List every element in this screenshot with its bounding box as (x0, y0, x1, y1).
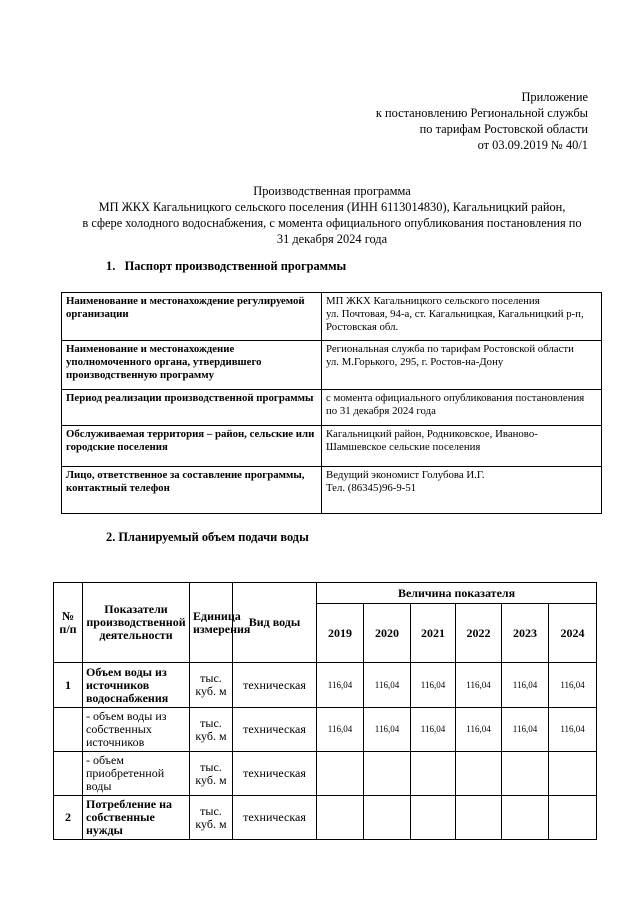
passport-value-line: Региональная служба по тарифам Ростовской области (326, 343, 574, 355)
row-value (456, 752, 502, 796)
row-value: 116,04 (317, 663, 364, 708)
row-value (456, 796, 502, 840)
document-heading (62, 183, 602, 247)
section1-label: Паспорт производственной программы (124, 259, 347, 273)
header-water-type: Вид воды (233, 583, 317, 663)
section1-title (106, 258, 346, 274)
table-header-row (54, 583, 597, 604)
appendix-date-line: от 03.09.2019 № 40/1 (477, 138, 588, 152)
header-value: Величина показателя (317, 583, 597, 604)
year-header: 2019 (317, 604, 364, 663)
row-value: 116,04 (502, 663, 549, 708)
passport-label: Наименование и местонахождение регулируемой организации (62, 293, 322, 341)
row-value (502, 796, 549, 840)
passport-value-line: ул. М.Горького, 295, г. Ростов-на-Дону (326, 356, 504, 368)
row-value: 116,04 (456, 663, 502, 708)
passport-label: Период реализации производственной программы (62, 390, 322, 426)
row-indicator: Объем воды из источников водоснабжения (83, 663, 190, 708)
heading-organization: МП ЖКХ Кагальницкого сельского поселения (ИНН 6113014830), Кагальницкий район, (98, 200, 566, 214)
row-value: 116,04 (317, 708, 364, 752)
row-indicator: Потребление на собственные нужды (83, 796, 190, 840)
passport-value (322, 426, 602, 467)
row-water-type: техническая (233, 796, 317, 840)
row-value: 116,04 (549, 663, 597, 708)
section1-number: 1. (106, 259, 116, 273)
year-header: 2022 (456, 604, 502, 663)
row-water-type: техническая (233, 663, 317, 708)
passport-row (62, 293, 602, 341)
appendix-line: Приложение (521, 90, 588, 104)
row-water-type: техническая (233, 752, 317, 796)
year-header: 2021 (411, 604, 456, 663)
header-unit: Единица измерения (190, 583, 233, 663)
passport-row (62, 467, 602, 514)
passport-label: Обслуживаемая территория – район, сельские или городские поселения (62, 426, 322, 467)
row-num: 2 (54, 796, 83, 840)
row-value: 116,04 (364, 708, 411, 752)
appendix-line: к постановлению Региональной службы (375, 106, 588, 120)
row-num (54, 752, 83, 796)
passport-value (322, 390, 602, 426)
passport-value-line: ул. Почтовая, 94-а, ст. Кагальницкая, Кагальницкий р-п, Ростовская обл. (326, 308, 584, 333)
row-value: 116,04 (411, 708, 456, 752)
row-unit: тыс. куб. м (190, 796, 233, 840)
row-num: 1 (54, 663, 83, 708)
row-unit: тыс. куб. м (190, 752, 233, 796)
row-value (502, 752, 549, 796)
row-water-type: техническая (233, 708, 317, 752)
row-value (317, 796, 364, 840)
row-unit: тыс. куб. м (190, 663, 233, 708)
passport-label: Лицо, ответственное за составление программы, контактный телефон (62, 467, 322, 514)
table-row (54, 708, 597, 752)
passport-value (322, 467, 602, 514)
row-value (364, 752, 411, 796)
table-row (54, 796, 597, 840)
passport-row (62, 341, 602, 390)
appendix-line: по тарифам Ростовской области (419, 122, 588, 136)
passport-table (61, 292, 602, 514)
section2-title: 2. Планируемый объем подачи воды (106, 530, 309, 544)
passport-value (322, 341, 602, 390)
passport-value-line: Ведущий экономист Голубова И.Г. (326, 469, 485, 481)
row-unit: тыс. куб. м (190, 708, 233, 752)
header-num: № п/п (54, 583, 83, 663)
row-value (411, 796, 456, 840)
appendix-block (288, 89, 588, 153)
row-value (411, 752, 456, 796)
year-header: 2024 (549, 604, 597, 663)
row-value: 116,04 (364, 663, 411, 708)
row-value: 116,04 (549, 708, 597, 752)
passport-value-line: Тел. (86345)96-9-51 (326, 482, 417, 494)
row-value (549, 796, 597, 840)
heading-period: 31 декабря 2024 года (276, 232, 388, 246)
row-indicator: - объем воды из собственных источников (83, 708, 190, 752)
row-value: 116,04 (411, 663, 456, 708)
header-indicator: Показатели производственной деятельности (83, 583, 190, 663)
row-num (54, 708, 83, 752)
passport-value (322, 293, 602, 341)
passport-value-line: с момента официального опубликования постановления по 31 декабря 2024 года (326, 392, 585, 417)
passport-row (62, 390, 602, 426)
passport-value-line: МП ЖКХ Кагальницкого сельского поселения (326, 295, 540, 307)
year-header: 2023 (502, 604, 549, 663)
row-value (549, 752, 597, 796)
passport-label: Наименование и местонахождение уполномоченного органа, утвердившего производственную программу (62, 341, 322, 390)
table-row (54, 752, 597, 796)
passport-value-line: Кагальницкий район, Родниковское, Иваново-Шамшевское сельские поселения (326, 428, 538, 453)
heading-scope: в сфере холодного водоснабжения, с момента официального опубликования постановления по (82, 216, 582, 230)
passport-row (62, 426, 602, 467)
row-value: 116,04 (502, 708, 549, 752)
row-indicator: - объем приобретенной воды (83, 752, 190, 796)
year-header: 2020 (364, 604, 411, 663)
table-row (54, 663, 597, 708)
row-value (317, 752, 364, 796)
row-value (364, 796, 411, 840)
row-value: 116,04 (456, 708, 502, 752)
heading-title: Производственная программа (253, 184, 411, 198)
water-volume-table (53, 582, 597, 840)
